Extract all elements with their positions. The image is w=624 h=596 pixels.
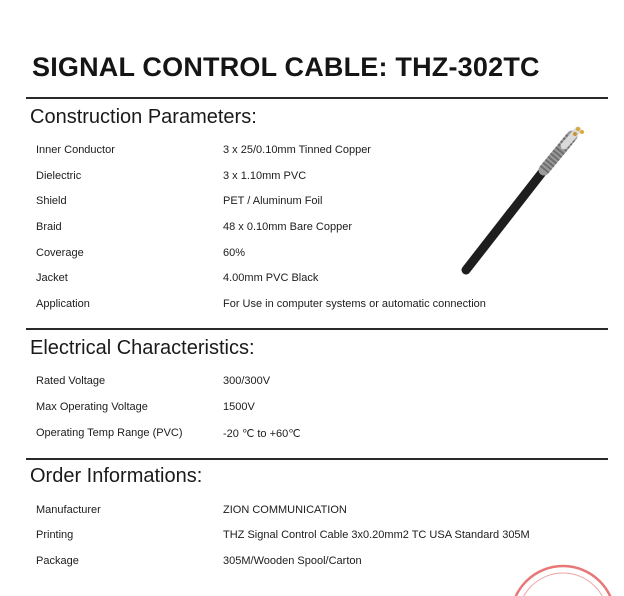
spec-value: 60% xyxy=(223,247,246,259)
spec-label: Jacket xyxy=(36,272,68,284)
spec-value: 300/300V xyxy=(223,375,271,387)
spec-value: THZ Signal Control Cable 3x0.20mm2 TC USA Standard 305M xyxy=(223,529,530,541)
spec-label: Operating Temp Range (PVC) xyxy=(36,427,183,439)
spec-label: Rated Voltage xyxy=(36,375,106,387)
spec-value: 305M/Wooden Spool/Carton xyxy=(223,555,362,567)
company-stamp xyxy=(508,556,618,596)
spec-value: PET / Aluminum Foil xyxy=(223,195,323,207)
spec-value: 48 x 0.10mm Bare Copper xyxy=(223,221,353,233)
order-heading: Order Informations: xyxy=(30,465,203,487)
spec-label: Inner Conductor xyxy=(36,144,115,156)
spec-value: 4.00mm PVC Black xyxy=(223,272,319,284)
spec-label: Braid xyxy=(36,221,62,233)
spec-label: Coverage xyxy=(36,247,84,259)
cable-product-image xyxy=(452,120,592,280)
spec-label: Dielectric xyxy=(36,170,82,182)
spec-value: 1500V xyxy=(223,401,255,413)
electrical-divider xyxy=(26,458,608,460)
spec-label: Manufacturer xyxy=(36,504,101,516)
spec-value: 3 x 25/0.10mm Tinned Copper xyxy=(223,144,371,156)
page-title: SIGNAL CONTROL CABLE: THZ-302TC xyxy=(32,52,540,82)
spec-label: Max Operating Voltage xyxy=(36,401,148,413)
spec-label: Shield xyxy=(36,195,67,207)
spec-value: -20 ℃ to +60℃ xyxy=(223,428,301,440)
title-divider xyxy=(26,97,608,99)
spec-value: ZION COMMUNICATION xyxy=(223,504,347,516)
spec-label: Application xyxy=(36,298,90,310)
spec-label: Package xyxy=(36,555,79,567)
construction-heading: Construction Parameters: xyxy=(30,106,257,128)
electrical-heading: Electrical Characteristics: xyxy=(30,337,255,359)
spec-value: For Use in computer systems or automatic connection xyxy=(223,298,486,310)
construction-divider xyxy=(26,328,608,330)
spec-value: 3 x 1.10mm PVC xyxy=(223,170,307,182)
spec-label: Printing xyxy=(36,529,74,541)
